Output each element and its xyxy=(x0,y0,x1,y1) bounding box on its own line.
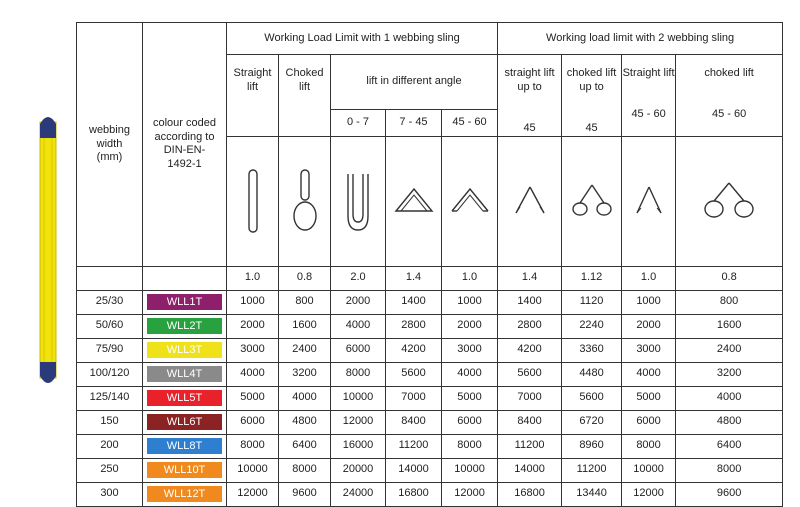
wll-value-cell: 14000 xyxy=(498,458,562,482)
wll-value-cell: 800 xyxy=(279,290,331,314)
table-row xyxy=(77,434,783,458)
two-sling-choked-diagram-cell xyxy=(562,136,622,266)
wll-value-cell: 11200 xyxy=(498,434,562,458)
angle-45-60: 45 - 60 xyxy=(442,110,498,137)
wll-value-cell: 2400 xyxy=(676,338,783,362)
wll-value-cell: 6720 xyxy=(562,410,622,434)
factor-cell: 1.4 xyxy=(386,266,442,290)
wll-value-cell: 1400 xyxy=(498,290,562,314)
colour-code-cell xyxy=(143,458,227,482)
factor-cell: 0.8 xyxy=(676,266,783,290)
angle-label: 45 - 60 xyxy=(711,108,747,121)
wll-value-cell: 1000 xyxy=(442,290,498,314)
wll-value-cell: 2240 xyxy=(562,314,622,338)
wll-value-cell: 2000 xyxy=(622,314,676,338)
wll-value-cell: 4000 xyxy=(227,362,279,386)
wll-value-cell: 8000 xyxy=(676,458,783,482)
wll-value-cell: 10000 xyxy=(227,458,279,482)
wll-value-cell: 16800 xyxy=(498,482,562,506)
wll-value-cell: 3000 xyxy=(227,338,279,362)
wll-value-cell: 3000 xyxy=(622,338,676,362)
wll-value-cell: 3200 xyxy=(676,362,783,386)
webbing-width-cell: 125/140 xyxy=(77,386,143,410)
basket-lift-diagram-cell xyxy=(331,136,386,266)
wll-value-cell: 14000 xyxy=(386,458,442,482)
colour-code-badge: WLL12T xyxy=(147,486,222,502)
table-row xyxy=(77,338,783,362)
colour-code-badge: WLL8T xyxy=(147,438,222,454)
wll-value-cell: 4800 xyxy=(279,410,331,434)
wll-value-cell: 4800 xyxy=(676,410,783,434)
wll-value-cell: 1000 xyxy=(227,290,279,314)
webbing-width-cell: 50/60 xyxy=(77,314,143,338)
wll-value-cell: 8400 xyxy=(386,410,442,434)
two-sling-straight-diagram xyxy=(510,181,550,221)
factor-blank-colour xyxy=(143,266,227,290)
colour-code-cell xyxy=(143,410,227,434)
colour-code-cell xyxy=(143,386,227,410)
colour-code-cell xyxy=(143,338,227,362)
wll-value-cell: 4200 xyxy=(498,338,562,362)
webbing-width-cell: 250 xyxy=(77,458,143,482)
wll-value-cell: 12000 xyxy=(227,482,279,506)
colour-code-badge: WLL6T xyxy=(147,414,222,430)
wll-value-cell: 7000 xyxy=(386,386,442,410)
wll-table xyxy=(76,22,783,507)
colour-code-cell xyxy=(143,362,227,386)
choked-lift-2-label: choked lift xyxy=(704,67,754,79)
angle-0-7: 0 - 7 xyxy=(331,110,386,137)
wll-value-cell: 9600 xyxy=(279,482,331,506)
webbing-width-cell: 25/30 xyxy=(77,290,143,314)
wll-value-cell: 8000 xyxy=(331,362,386,386)
choked-lift-diagram xyxy=(290,166,320,236)
table-row xyxy=(77,458,783,482)
two-sling-choked-45-60-diagram xyxy=(702,179,756,223)
colour-coded-header: colour coded according to DIN-EN-1492-1 xyxy=(143,23,227,267)
colour-code-badge: WLL4T xyxy=(147,366,222,382)
webbing-width-cell: 300 xyxy=(77,482,143,506)
wll-value-cell: 9600 xyxy=(676,482,783,506)
wll-value-cell: 4000 xyxy=(331,314,386,338)
wll-value-cell: 2800 xyxy=(386,314,442,338)
wll-value-cell: 1120 xyxy=(562,290,622,314)
wll-value-cell: 5600 xyxy=(386,362,442,386)
wll-value-cell: 3000 xyxy=(442,338,498,362)
wll-value-cell: 16000 xyxy=(331,434,386,458)
colour-code-cell xyxy=(143,482,227,506)
table-row xyxy=(77,410,783,434)
wll-value-cell: 8960 xyxy=(562,434,622,458)
wll-value-cell: 6000 xyxy=(331,338,386,362)
choked-lift-header: Choked lift xyxy=(279,55,331,137)
table-row xyxy=(77,290,783,314)
choked-lift-up-to-header xyxy=(562,55,622,137)
wll-value-cell: 24000 xyxy=(331,482,386,506)
wll-value-cell: 4000 xyxy=(442,362,498,386)
wll-value-cell: 2400 xyxy=(279,338,331,362)
two-sling-choked-45-60-diagram-cell xyxy=(676,136,783,266)
colour-code-badge: WLL1T xyxy=(147,294,222,310)
colour-code-badge: WLL3T xyxy=(147,342,222,358)
wll-value-cell: 6000 xyxy=(442,410,498,434)
group-one-header: Working Load Limit with 1 webbing sling xyxy=(227,23,498,55)
factor-cell: 1.0 xyxy=(442,266,498,290)
webbing-width-cell: 75/90 xyxy=(77,338,143,362)
angle-7-45-diagram-cell xyxy=(386,136,442,266)
wll-value-cell: 1600 xyxy=(676,314,783,338)
wll-rows xyxy=(77,290,783,506)
angle-label: 45 xyxy=(523,122,536,134)
factor-cell: 1.0 xyxy=(227,266,279,290)
table-row xyxy=(77,362,783,386)
webbing-width-cell: 200 xyxy=(77,434,143,458)
wll-value-cell: 5000 xyxy=(442,386,498,410)
wll-value-cell: 8400 xyxy=(498,410,562,434)
colour-code-badge: WLL2T xyxy=(147,318,222,334)
choked-lift-diagram-cell xyxy=(279,136,331,266)
wll-value-cell: 5000 xyxy=(622,386,676,410)
wll-value-cell: 1600 xyxy=(279,314,331,338)
angle-45-60-diagram-cell xyxy=(442,136,498,266)
wll-value-cell: 5000 xyxy=(227,386,279,410)
webbing-sling-image xyxy=(36,112,60,388)
wll-value-cell: 1400 xyxy=(386,290,442,314)
straight-lift-header: Straight lift xyxy=(227,55,279,137)
wll-value-cell: 2000 xyxy=(442,314,498,338)
basket-lift-diagram xyxy=(343,166,373,236)
choked-lift-up-to-label: choked lift up to xyxy=(566,67,617,93)
table-row xyxy=(77,482,783,506)
straight-lift-2-label: Straight lift xyxy=(622,67,675,79)
wll-value-cell: 800 xyxy=(676,290,783,314)
wll-value-cell: 4200 xyxy=(386,338,442,362)
wll-value-cell: 3360 xyxy=(562,338,622,362)
wll-value-cell: 7000 xyxy=(498,386,562,410)
wll-value-cell: 6400 xyxy=(676,434,783,458)
straight-lift-diagram xyxy=(241,166,265,236)
factor-cell: 0.8 xyxy=(279,266,331,290)
wll-value-cell: 12000 xyxy=(622,482,676,506)
table-row xyxy=(77,386,783,410)
webbing-width-cell: 150 xyxy=(77,410,143,434)
wll-value-cell: 5600 xyxy=(498,362,562,386)
wll-value-cell: 8000 xyxy=(442,434,498,458)
wll-value-cell: 2800 xyxy=(498,314,562,338)
wll-value-cell: 6000 xyxy=(227,410,279,434)
factor-cell: 1.12 xyxy=(562,266,622,290)
wll-value-cell: 8000 xyxy=(227,434,279,458)
wll-value-cell: 10000 xyxy=(622,458,676,482)
wll-value-cell: 11200 xyxy=(562,458,622,482)
wll-value-cell: 4000 xyxy=(279,386,331,410)
colour-code-cell xyxy=(143,314,227,338)
wll-value-cell: 5600 xyxy=(562,386,622,410)
wll-value-cell: 2000 xyxy=(227,314,279,338)
wll-value-cell: 10000 xyxy=(331,386,386,410)
wll-value-cell: 12000 xyxy=(442,482,498,506)
wll-value-cell: 1000 xyxy=(622,290,676,314)
wll-value-cell: 10000 xyxy=(442,458,498,482)
angle-label: 45 xyxy=(585,122,598,134)
colour-code-badge: WLL5T xyxy=(147,390,222,406)
group-two-header: Working load limit with 2 webbing sling xyxy=(498,23,783,55)
wll-value-cell: 6400 xyxy=(279,434,331,458)
wll-value-cell: 3200 xyxy=(279,362,331,386)
wll-value-cell: 4480 xyxy=(562,362,622,386)
straight-lift-up-to-header xyxy=(498,55,562,137)
angle-7-45: 7 - 45 xyxy=(386,110,442,137)
wll-value-cell: 4000 xyxy=(676,386,783,410)
factor-blank-width xyxy=(77,266,143,290)
table-row xyxy=(77,314,783,338)
webbing-width-header: webbing width (mm) xyxy=(77,23,143,267)
angle-label: 45 - 60 xyxy=(631,108,666,121)
wll-value-cell: 8000 xyxy=(622,434,676,458)
two-sling-straight-diagram-cell xyxy=(498,136,562,266)
wll-value-cell: 12000 xyxy=(331,410,386,434)
wll-value-cell: 13440 xyxy=(562,482,622,506)
straight-lift-2-header xyxy=(622,55,676,137)
wll-value-cell: 20000 xyxy=(331,458,386,482)
choked-lift-2-header xyxy=(676,55,783,137)
factor-cell: 2.0 xyxy=(331,266,386,290)
factor-cell: 1.4 xyxy=(498,266,562,290)
wll-value-cell: 8000 xyxy=(279,458,331,482)
wll-value-cell: 2000 xyxy=(331,290,386,314)
colour-code-badge: WLL10T xyxy=(147,462,222,478)
straight-lift-diagram-cell xyxy=(227,136,279,266)
wll-value-cell: 16800 xyxy=(386,482,442,506)
webbing-width-cell: 100/120 xyxy=(77,362,143,386)
two-sling-straight-45-60-diagram xyxy=(631,181,667,221)
wll-value-cell: 6000 xyxy=(622,410,676,434)
straight-lift-up-to-label: straight lift up to xyxy=(504,67,555,93)
wll-value-cell: 4000 xyxy=(622,362,676,386)
angle-7-45-diagram xyxy=(392,181,436,221)
angle-45-60-diagram xyxy=(448,181,492,221)
colour-code-cell xyxy=(143,434,227,458)
factor-cell: 1.0 xyxy=(622,266,676,290)
colour-code-cell xyxy=(143,290,227,314)
lift-angle-header: lift in different angle xyxy=(331,55,498,110)
wll-value-cell: 11200 xyxy=(386,434,442,458)
two-sling-straight-45-60-diagram-cell xyxy=(622,136,676,266)
two-sling-choked-diagram xyxy=(570,181,614,221)
